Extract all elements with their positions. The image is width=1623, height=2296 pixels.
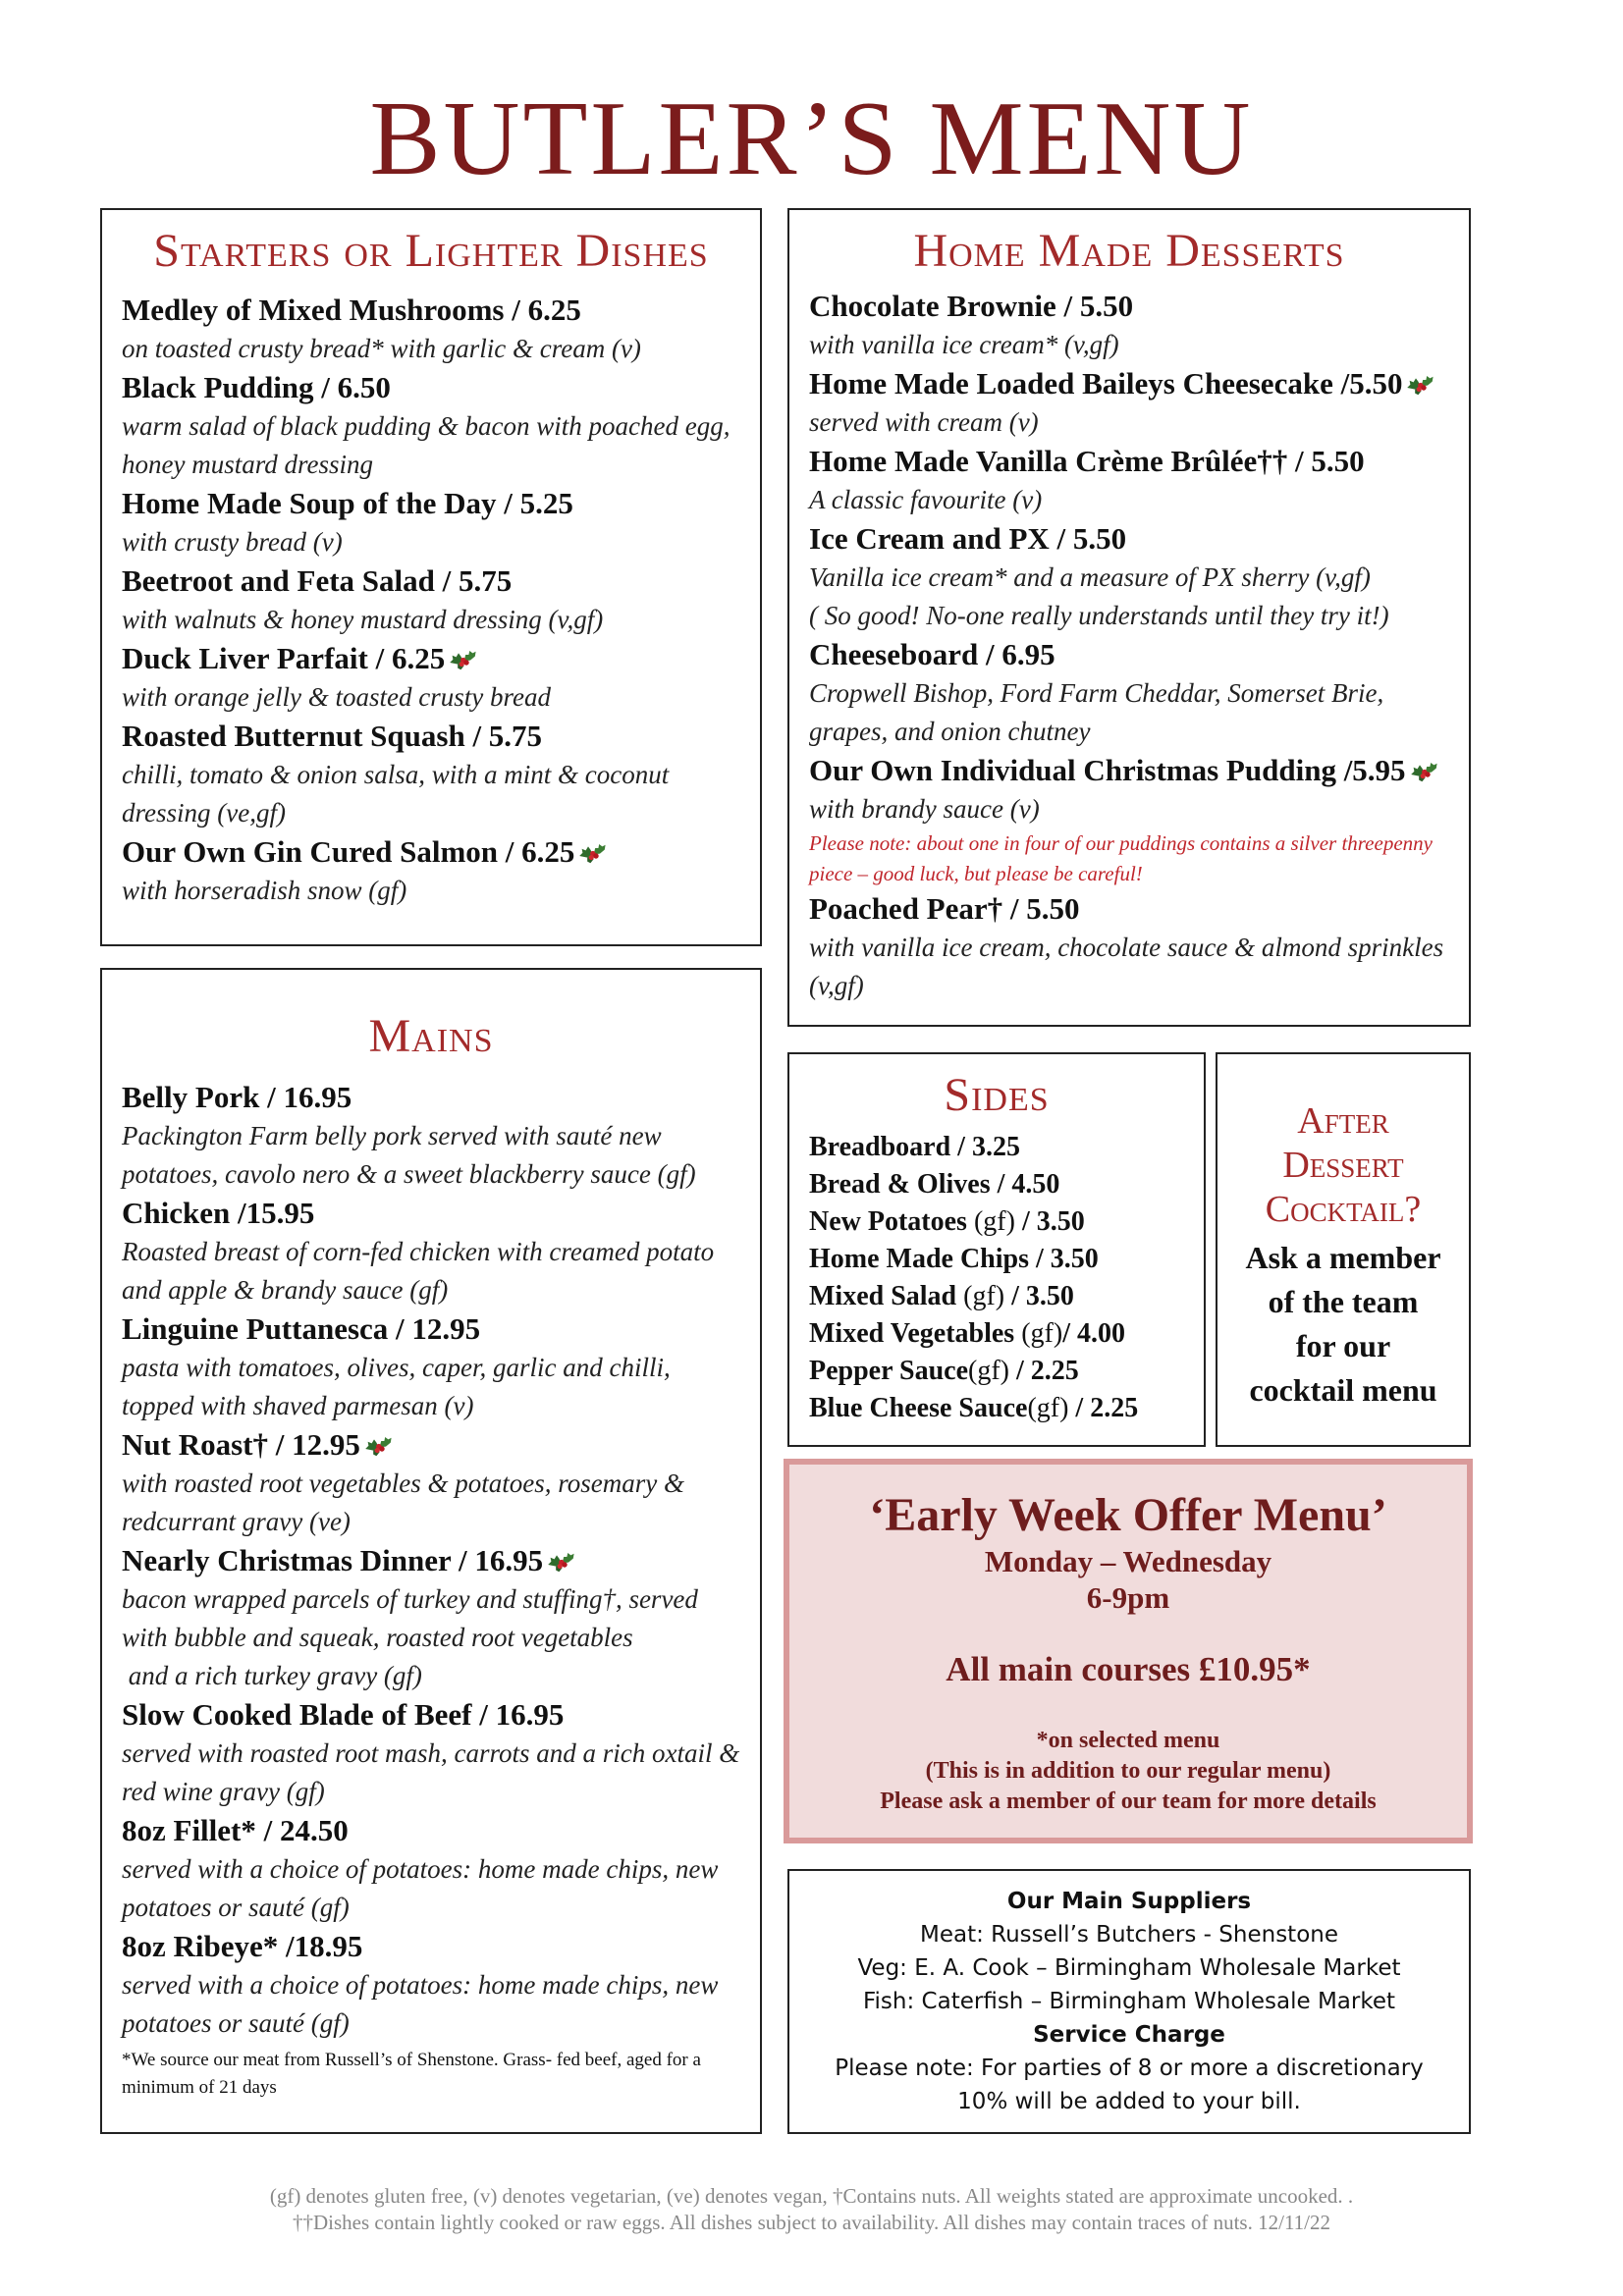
menu-item <box>809 889 1449 1005</box>
mains-heading: Mains <box>368 1010 494 1062</box>
offer-ask-note: Please ask a member of our team for more details <box>880 1789 1377 1814</box>
dish-name: Home Made Soup of the Day / 5.25 <box>122 486 573 520</box>
menu-item <box>122 832 740 910</box>
menu-item <box>122 1078 740 1194</box>
dish-name: 8oz Fillet* / 24.50 <box>122 1813 349 1847</box>
dish-name: Poached Pear† / 5.50 <box>809 891 1080 926</box>
dish-description-continued: ( So good! No-one really understands until they try it!) <box>809 601 1389 630</box>
menu-item <box>122 291 740 368</box>
dish-name: 8oz Ribeye* /18.95 <box>122 1929 363 1963</box>
holly-icon <box>1404 370 1435 398</box>
side-item: Pepper Sauce(gf) / 2.25 <box>809 1356 1079 1386</box>
dish-name: Cheeseboard / 6.95 <box>809 637 1055 671</box>
starters-heading: Starters or Lighter Dishes <box>153 225 709 277</box>
dish-name: Slow Cooked Blade of Beef / 16.95 <box>122 1697 565 1732</box>
dish-description: served with a choice of potatoes: home made chips, new potatoes or sauté (gf) <box>122 1970 719 2038</box>
menu-item <box>122 1811 740 1927</box>
menu-item <box>122 368 740 484</box>
dish-description: bacon wrapped parcels of turkey and stuffing†, served with bubble and squeak, roasted root vegetables <box>122 1584 698 1652</box>
menu-item <box>122 484 740 561</box>
dish-name: Home Made Vanilla Crème Brûlée†† / 5.50 <box>809 444 1365 478</box>
menu-item <box>122 1425 740 1541</box>
supplier-fish: Fish: Caterfish – Birmingham Wholesale Market <box>862 1989 1396 2014</box>
dish-name: Our Own Individual Christmas Pudding /5.95 <box>809 753 1406 787</box>
menu-item <box>809 635 1449 751</box>
suppliers-section <box>787 1869 1471 2134</box>
sides-section <box>787 1052 1206 1447</box>
holly-icon <box>545 1547 576 1575</box>
menu-item <box>809 364 1449 442</box>
sides-heading: Sides <box>944 1069 1050 1121</box>
menu-item <box>122 639 740 717</box>
dish-name: Duck Liver Parfait / 6.25 <box>122 641 446 675</box>
dish-description: served with cream (v) <box>809 407 1039 437</box>
offer-price: All main courses £10.95* <box>946 1650 1311 1688</box>
menu-item <box>809 519 1449 635</box>
menu-item <box>122 1927 740 2043</box>
offer-time: 6-9pm <box>1086 1580 1170 1615</box>
dish-description: chilli, tomato & onion salsa, with a mint & coconut dressing (ve,gf) <box>122 760 670 828</box>
dish-description: with brandy sauce (v) <box>809 794 1040 824</box>
cocktail-section <box>1216 1052 1471 1447</box>
dish-description: A classic favourite (v) <box>809 485 1043 514</box>
offer-addition-note: (This is in addition to our regular menu) <box>925 1758 1331 1784</box>
meat-source-note: *We source our meat from Russell’s of Shenstone. Grass- fed beef, aged for a minimum of 21 days <box>122 2050 701 2098</box>
cocktail-heading-line: After <box>1297 1100 1389 1142</box>
dish-description: with roasted root vegetables & potatoes, rosemary & redcurrant gravy (ve) <box>122 1468 684 1536</box>
dish-description: with crusty bread (v) <box>122 527 343 557</box>
side-item: Mixed Vegetables (gf)/ 4.00 <box>809 1318 1125 1349</box>
footer-line: (gf) denotes gluten free, (v) denotes vegetarian, (ve) denotes vegan, †Contains nuts. All weights stated are approximate uncooked. . <box>269 2184 1354 2208</box>
dish-description: with orange jelly & toasted crusty bread <box>122 682 551 712</box>
starters-section <box>100 208 762 946</box>
side-item: Home Made Chips / 3.50 <box>809 1244 1099 1274</box>
suppliers-heading: Our Main Suppliers <box>1006 1889 1252 1914</box>
dish-description: Roasted breast of corn-fed chicken with creamed potato and apple & brandy sauce (gf) <box>122 1237 715 1305</box>
menu-item <box>809 442 1449 519</box>
dish-description: with horseradish snow (gf) <box>122 876 407 905</box>
cocktail-heading-line: Dessert <box>1282 1145 1404 1186</box>
menu-item <box>809 287 1449 364</box>
mains-section <box>100 968 762 2134</box>
side-item: Blue Cheese Sauce(gf) / 2.25 <box>809 1393 1139 1423</box>
dish-name: Chicken /15.95 <box>122 1196 315 1230</box>
cocktail-heading-line: Cocktail? <box>1265 1189 1422 1230</box>
service-charge-heading: Service Charge <box>1033 2022 1225 2048</box>
menu-item <box>122 717 740 832</box>
dish-name: Nearly Christmas Dinner / 16.95 <box>122 1543 544 1577</box>
dish-description: Packington Farm belly pork served with sauté new potatoes, cavolo nero & a sweet blackberry sauce (gf) <box>122 1121 696 1189</box>
cocktail-text-line: of the team <box>1268 1284 1419 1319</box>
early-week-offer <box>784 1459 1473 1843</box>
supplier-veg: Veg: E. A. Cook – Birmingham Wholesale Market <box>857 1955 1401 1981</box>
dish-name: Chocolate Brownie / 5.50 <box>809 289 1134 323</box>
side-item: New Potatoes (gf) / 3.50 <box>809 1206 1085 1237</box>
cocktail-text-line: for our <box>1295 1328 1391 1363</box>
footer-line: ††Dishes contain lightly cooked or raw eggs. All dishes subject to availability. All dishes may contain traces of nuts. 12/11/22 <box>292 2211 1330 2234</box>
dish-name: Ice Cream and PX / 5.50 <box>809 521 1127 556</box>
dish-description: Cropwell Bishop, Ford Farm Cheddar, Somerset Brie, grapes, and onion chutney <box>809 678 1384 746</box>
side-item: Breadboard / 3.25 <box>809 1132 1020 1162</box>
menu-item <box>809 751 1449 889</box>
desserts-heading: Home Made Desserts <box>913 225 1345 277</box>
dish-description: pasta with tomatoes, olives, caper, garlic and chilli, topped with shaved parmesan (v) <box>122 1353 671 1420</box>
offer-days: Monday – Wednesday <box>984 1544 1272 1578</box>
dish-description: served with roasted root mash, carrots and a rich oxtail & red wine gravy (gf) <box>122 1738 740 1806</box>
dish-name: Our Own Gin Cured Salmon / 6.25 <box>122 834 575 869</box>
service-charge-text: Please note: For parties of 8 or more a discretionary 10% will be added to your bill. <box>835 2056 1424 2114</box>
holly-icon <box>576 838 608 866</box>
dish-name: Home Made Loaded Baileys Cheesecake /5.50 <box>809 366 1403 400</box>
dish-description: with walnuts & honey mustard dressing (v,gf) <box>122 605 604 634</box>
dish-name: Linguine Puttanesca / 12.95 <box>122 1311 481 1346</box>
dish-name: Nut Roast† / 12.95 <box>122 1427 360 1462</box>
dish-description: on toasted crusty bread* with garlic & cream (v) <box>122 334 641 363</box>
menu-item <box>122 1541 740 1695</box>
menu-item <box>122 1309 740 1425</box>
holly-icon <box>1408 757 1439 784</box>
dish-description: served with a choice of potatoes: home made chips, new potatoes or sauté (gf) <box>122 1854 719 1922</box>
menu-item <box>122 561 740 639</box>
dish-description: with vanilla ice cream, chocolate sauce & almond sprinkles (v,gf) <box>809 933 1444 1000</box>
supplier-meat: Meat: Russell’s Butchers - Shenstone <box>919 1922 1338 1948</box>
desserts-section <box>787 208 1471 1027</box>
offer-title: ‘Early Week Offer Menu’ <box>869 1489 1387 1541</box>
menu-item <box>122 1194 740 1309</box>
footer <box>0 2183 1623 2236</box>
dish-name: Beetroot and Feta Salad / 5.75 <box>122 563 513 598</box>
pudding-coin-note: Please note: about one in four of our puddings contains a silver threepenny piece – good luck, but please be careful! <box>809 831 1433 885</box>
dish-name: Medley of Mixed Mushrooms / 6.25 <box>122 293 581 327</box>
cocktail-text-line: Ask a member <box>1245 1240 1441 1275</box>
cocktail-text-line: cocktail menu <box>1249 1372 1437 1408</box>
dish-description: Vanilla ice cream* and a measure of PX sherry (v,gf) <box>809 562 1371 592</box>
menu-title: BUTLER’S MENU <box>369 80 1254 197</box>
dish-description-continued: and a rich turkey gravy (gf) <box>122 1661 422 1690</box>
dish-name: Belly Pork / 16.95 <box>122 1080 352 1114</box>
menu-item <box>122 1695 740 1811</box>
holly-icon <box>362 1431 394 1459</box>
offer-selected-note: *on selected menu <box>1036 1728 1220 1753</box>
dish-description: with vanilla ice cream* (v,gf) <box>809 330 1119 359</box>
side-item: Bread & Olives / 4.50 <box>809 1169 1060 1200</box>
dish-name: Black Pudding / 6.50 <box>122 370 391 404</box>
side-item: Mixed Salad (gf) / 3.50 <box>809 1281 1074 1311</box>
holly-icon <box>447 645 478 672</box>
dish-name: Roasted Butternut Squash / 5.75 <box>122 719 543 753</box>
dish-description: warm salad of black pudding & bacon with poached egg, honey mustard dressing <box>122 411 730 479</box>
